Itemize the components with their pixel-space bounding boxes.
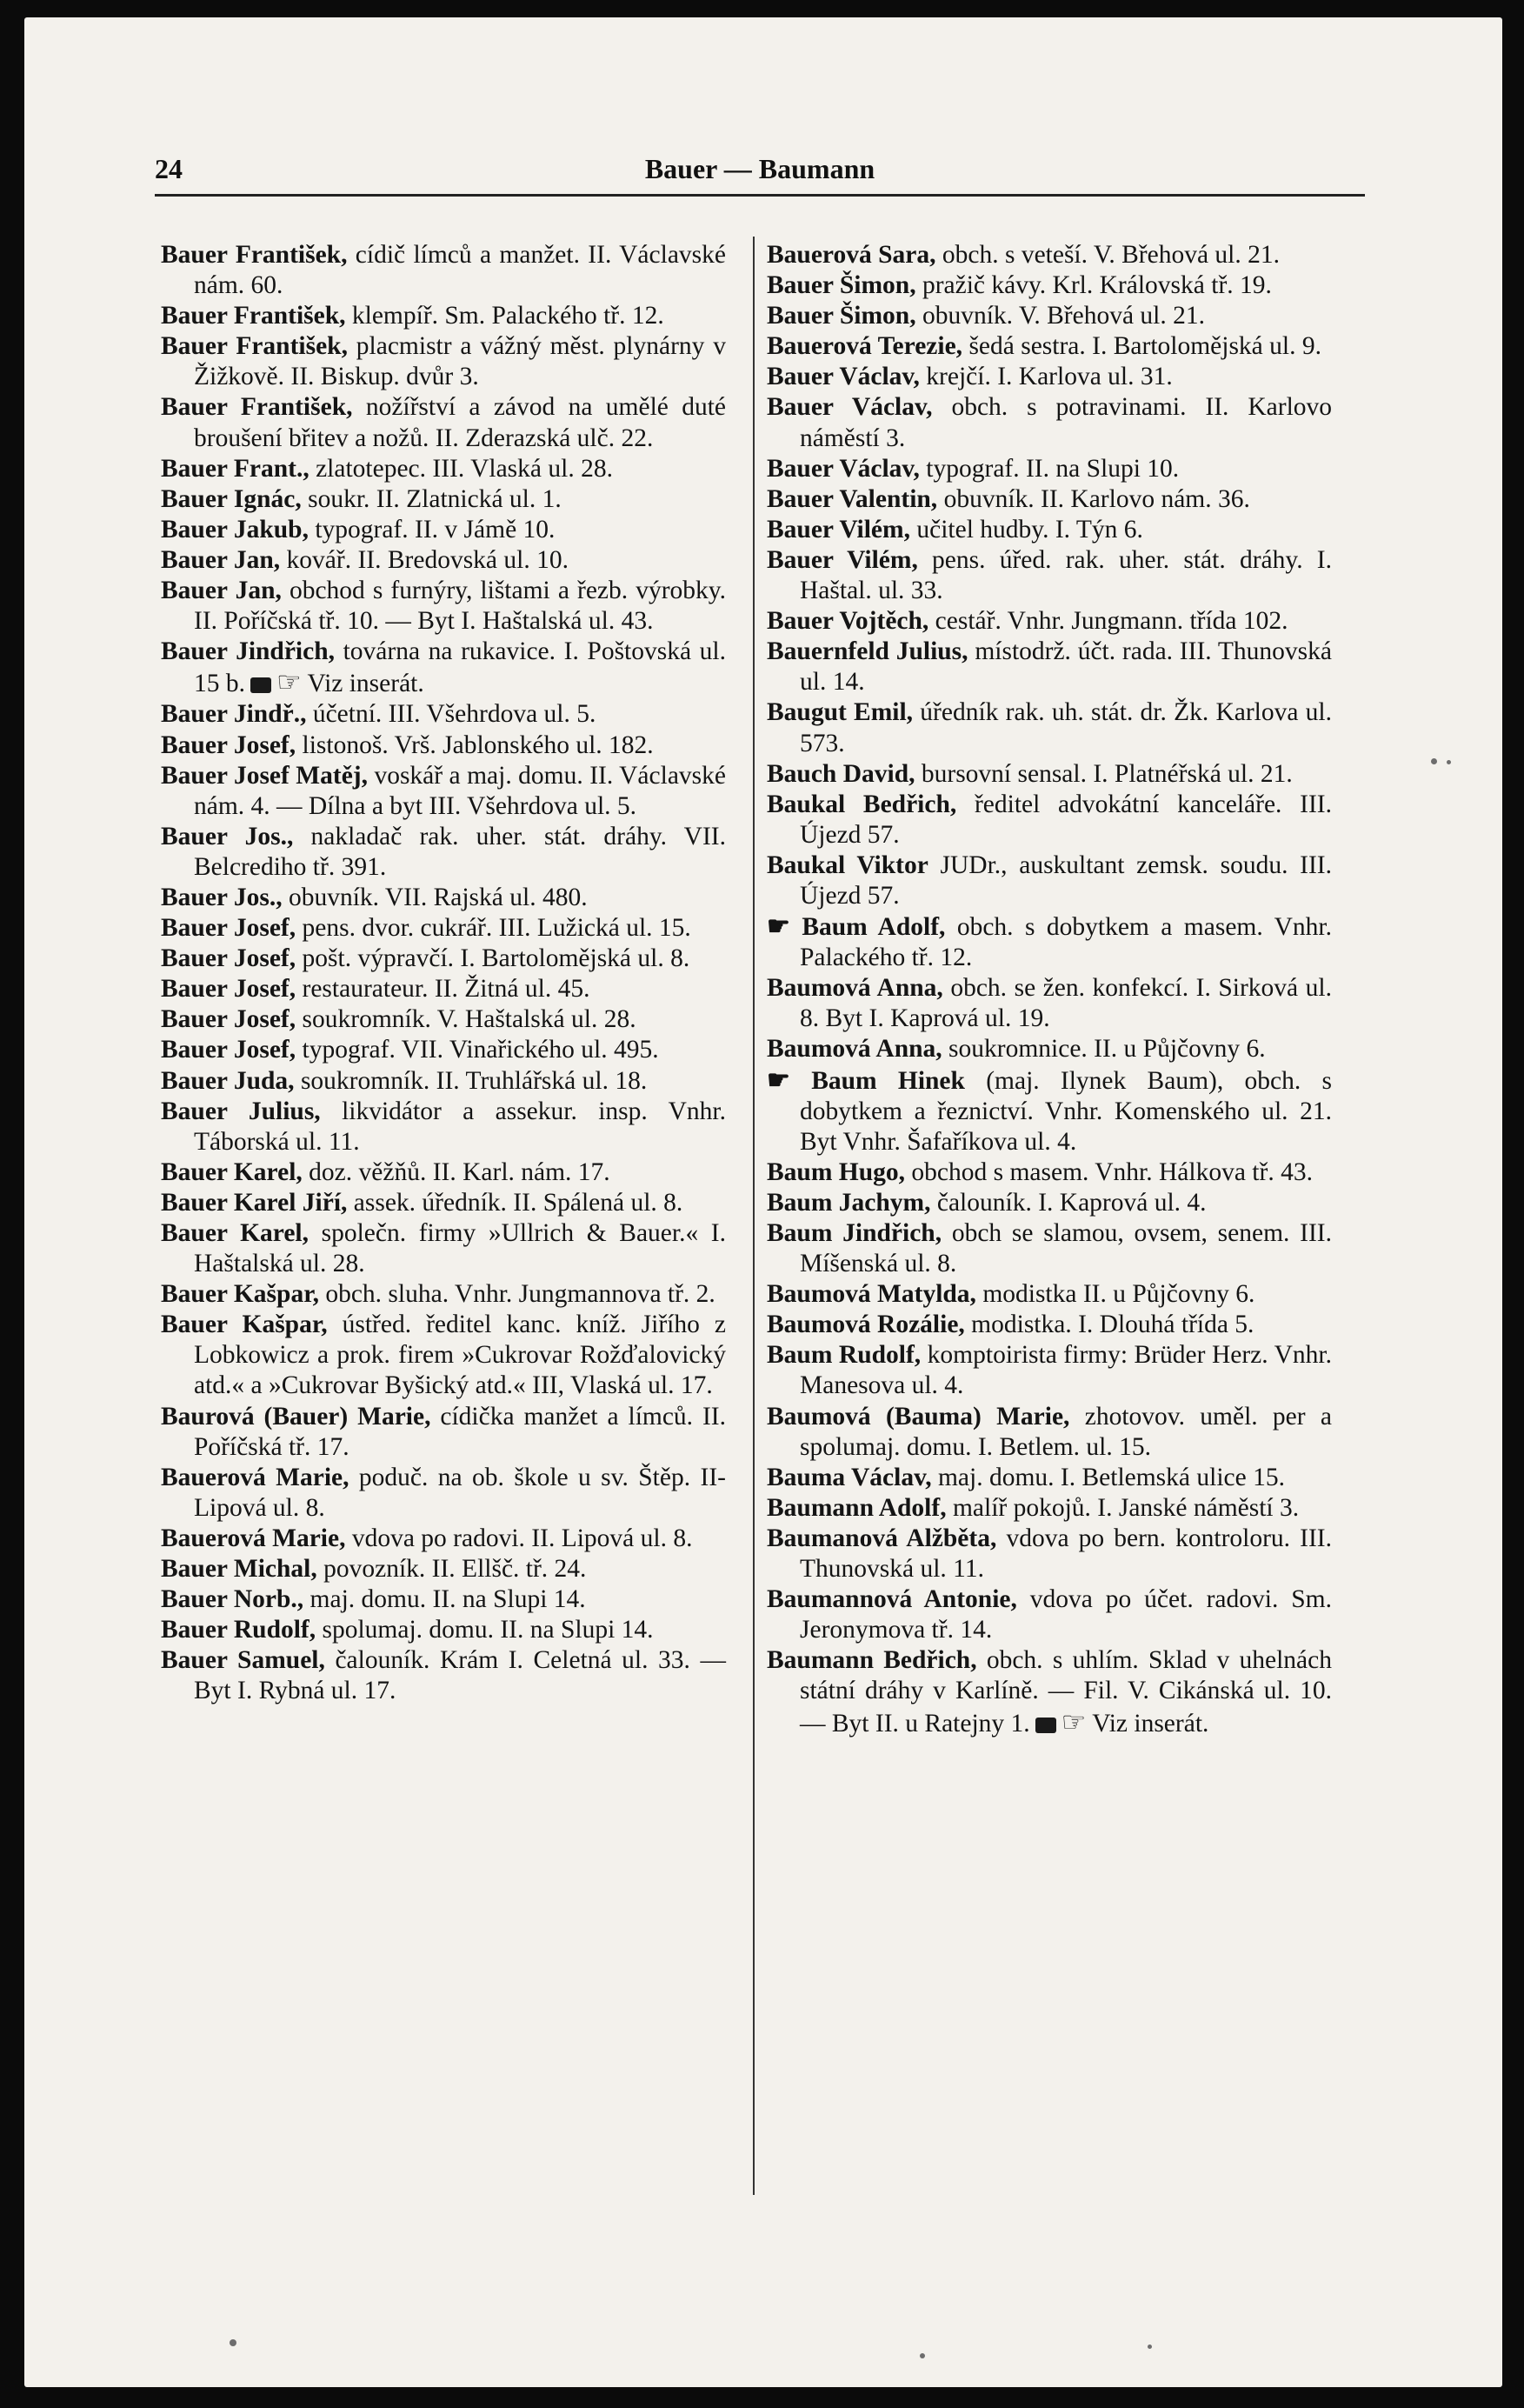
entry-details: místodrž. účt. rada. III. Thunovská ul. 14. xyxy=(800,637,1332,697)
entry-name: Baumanová Alžběta, xyxy=(767,1524,997,1552)
entry-name: Baumová Anna, xyxy=(767,1035,942,1064)
entry-details: učitel hudby. I. Týn 6. xyxy=(909,515,1143,544)
entry-details: vdova po radovi. II. Lipová ul. 8. xyxy=(345,1524,693,1552)
entry-details: ústřed. ředitel kanc. kníž. Jiřího z Lobkowicz a prok. firem »Cukrovar Rožďalovický atd.« a »Cukrovar Byšický atd.« III, Vlaská ul. 17. xyxy=(194,1311,726,1400)
entry-details: typograf. II. na Slupi 10. xyxy=(919,454,1180,483)
directory-entry xyxy=(767,515,1332,545)
print-speck xyxy=(1431,758,1437,764)
directory-entry xyxy=(161,484,726,515)
entry-details: čalouník. I. Kaprová ul. 4. xyxy=(930,1188,1207,1217)
entry-details: šedá sestra. I. Bartolomějská ul. 9. xyxy=(962,332,1321,361)
entry-details: pens. úřed. rak. uher. stát. dráhy. I. Haštal. ul. 33. xyxy=(800,545,1332,605)
entry-name: Bauer Julius, xyxy=(161,1097,321,1125)
entry-details: poduč. na ob. škole u sv. Štěp. II- Lipová ul. 8. xyxy=(194,1463,726,1522)
directory-entry xyxy=(161,1524,726,1554)
entry-name: Baum Jachym, xyxy=(767,1188,931,1217)
entry-details: typograf. II. v Jámě 10. xyxy=(308,515,556,544)
directory-entry xyxy=(767,759,1332,790)
entry-name: Bauer Jos., xyxy=(161,822,294,850)
directory-entry xyxy=(767,331,1332,362)
entry-details: typograf. VII. Vinařického ul. 495. xyxy=(296,1036,659,1064)
entry-details: krejčí. I. Karlova ul. 31. xyxy=(919,363,1173,391)
entry-details: restaurateur. II. Žitná ul. 45. xyxy=(296,975,590,1004)
entry-details: (maj. Ilynek Baum), obch. s dobytkem a řeznictví. Vnhr. Komenského ul. 21. Byt Vnhr. Šafaříkova ul. 4. xyxy=(800,1066,1332,1156)
print-speck xyxy=(1148,2345,1152,2349)
directory-entry xyxy=(161,1035,726,1065)
entry-name: Bauer Jos., xyxy=(161,883,283,911)
advert-reference: Viz inserát. xyxy=(1092,1709,1209,1738)
entry-details: soukromnice. II. u Půjčovny 6. xyxy=(942,1035,1266,1064)
entry-details: doz. věžňů. II. Karl. nám. 17. xyxy=(302,1157,610,1186)
entry-name: Baumová (Bauma) Marie, xyxy=(767,1402,1070,1431)
entry-name: Bauer Vilém, xyxy=(767,545,918,574)
ink-box-icon xyxy=(250,677,271,693)
directory-entry xyxy=(767,454,1332,484)
entry-details: obchod s masem. Vnhr. Hálkova tř. 43. xyxy=(905,1157,1313,1186)
entry-details: úředník rak. uh. stát. dr. Žk. Karlova ul. 573. xyxy=(800,698,1332,757)
entry-name: Bauer Šimon, xyxy=(767,271,916,300)
directory-entry xyxy=(161,1463,726,1524)
right-column xyxy=(767,240,1332,1739)
directory-entry xyxy=(161,913,726,944)
directory-entry xyxy=(767,637,1332,697)
entry-name: Bauer Karel Jiří, xyxy=(161,1188,348,1217)
entry-details: pens. dvor. cukrář. III. Lužická ul. 15. xyxy=(296,914,691,943)
directory-entry xyxy=(161,1615,726,1645)
ink-box-icon xyxy=(1035,1718,1056,1733)
directory-entry xyxy=(161,1584,726,1615)
entry-name: Bauerová Marie, xyxy=(161,1524,346,1552)
entry-name: Bauer Josef, xyxy=(161,944,296,973)
directory-entry xyxy=(767,301,1332,331)
page-number: 24 xyxy=(155,153,183,184)
entry-details: obch. se žen. konfekcí. I. Sirková ul. 8. Byt I. Kaprová ul. 19. xyxy=(800,974,1332,1033)
page-header xyxy=(155,146,1365,190)
directory-entry xyxy=(161,1097,726,1157)
entry-name: Bauer Václav, xyxy=(767,363,920,391)
entry-details: obuvník. II. Karlovo nám. 36. xyxy=(937,484,1250,513)
entry-name: Bauer Samuel, xyxy=(161,1646,325,1675)
entry-details: soukr. II. Zlatnická ul. 1. xyxy=(301,484,562,513)
directory-entry xyxy=(161,944,726,974)
directory-entry xyxy=(767,362,1332,392)
entry-name: Baukal Bedřich, xyxy=(767,790,957,818)
entry-details: obch. s veteší. V. Břehová ul. 21. xyxy=(935,241,1280,269)
entry-name: Baum Jindřich, xyxy=(767,1219,942,1247)
entry-details: bursovní sensal. I. Platnéřská ul. 21. xyxy=(915,759,1293,788)
entry-name: Bauer Rudolf, xyxy=(161,1616,316,1644)
directory-entry xyxy=(161,576,726,637)
directory-entry xyxy=(767,1310,1332,1340)
entry-details: společn. firmy »Ullrich & Bauer.« I. Haštalská ul. 28. xyxy=(194,1219,726,1278)
directory-entry xyxy=(161,1218,726,1279)
directory-entry xyxy=(767,697,1332,758)
running-head: Bauer — Baumann xyxy=(644,153,875,184)
entry-name: Bauer Jindřich, xyxy=(161,637,336,666)
entry-name: Bauma Václav, xyxy=(767,1463,932,1491)
entry-details: maj. domu. I. Betlemská ulice 15. xyxy=(931,1463,1285,1491)
entry-details: soukromník. II. Truhlářská ul. 18. xyxy=(294,1066,648,1095)
entry-details: čalouník. Krám I. Celetná ul. 33. — Byt I. Rybná ul. 17. xyxy=(194,1646,726,1705)
entry-details: obuvník. V. Břehová ul. 21. xyxy=(915,302,1206,330)
entry-name: Bauer Jakub, xyxy=(161,515,309,544)
header-rule xyxy=(155,194,1365,197)
entry-name: Baumann Adolf, xyxy=(767,1493,947,1522)
entry-name: Baum Hinek xyxy=(811,1066,965,1095)
directory-entry xyxy=(161,822,726,883)
entry-details: pošt. výpravčí. I. Bartolomějská ul. 8. xyxy=(296,944,690,973)
entry-details: assek. úředník. II. Spálená ul. 8. xyxy=(347,1188,683,1217)
directory-entry xyxy=(161,454,726,484)
entry-details: maj. domu. II. na Slupi 14. xyxy=(303,1585,586,1614)
directory-entry xyxy=(161,240,726,301)
directory-entry xyxy=(161,761,726,822)
entry-details: nožířství a závod na umělé duté broušení břitev a nožů. II. Zderazská ulč. 22. xyxy=(194,393,726,452)
entry-details: pražič kávy. Krl. Královská tř. 19. xyxy=(915,271,1272,300)
entry-name: Bauer Kašpar, xyxy=(161,1311,328,1339)
directory-entry xyxy=(767,270,1332,301)
directory-entry xyxy=(161,392,726,453)
entry-details: cídička manžet a límců. II. Poříčská tř. 17. xyxy=(194,1402,726,1461)
entry-details: JUDr., auskultant zemsk. soudu. III. Újezd 57. xyxy=(800,850,1332,910)
entry-details: likvidátor a assekur. insp. Vnhr. Táborská ul. 11. xyxy=(194,1097,726,1156)
entry-details: obch se slamou, ovsem, senem. III. Míšenská ul. 8. xyxy=(800,1219,1332,1278)
entry-name: Baumová Rozálie, xyxy=(767,1311,965,1339)
directory-entry xyxy=(161,883,726,913)
entry-name: Bauer Kašpar, xyxy=(161,1280,319,1309)
column-divider xyxy=(753,237,755,2195)
entry-name: Bauer Jindř., xyxy=(161,700,307,729)
entry-name: Baukal Viktor xyxy=(767,850,928,879)
entry-details: povozník. II. Ellšč. tř. 24. xyxy=(316,1555,587,1584)
entry-details: komptoirista firmy: Brüder Herz. Vnhr. Manesova ul. 4. xyxy=(800,1341,1332,1400)
entry-details: voskář a maj. domu. II. Václavské nám. 4. — Dílna a byt III. Všehrdova ul. 5. xyxy=(194,761,726,820)
pointing-hand-icon: ☛ xyxy=(767,912,790,942)
advert-reference: Viz inserát. xyxy=(307,670,424,698)
directory-entry xyxy=(767,1340,1332,1401)
entry-name: Bauer Ignác, xyxy=(161,484,302,513)
entry-details: obchod s furnýry, lištami a řezb. výrobky. II. Poříčská tř. 10. — Byt I. Haštalská ul. 43. xyxy=(194,577,726,636)
directory-entry xyxy=(767,1584,1332,1645)
entry-name: Baumová Anna, xyxy=(767,974,943,1003)
entry-details: továrna na rukavice. I. Poštovská ul. 15 b. xyxy=(194,637,726,698)
entry-name: Baum Adolf, xyxy=(802,913,946,942)
entry-details: cestář. Vnhr. Jungmann. třída 102. xyxy=(928,607,1288,636)
directory-entry xyxy=(767,973,1332,1034)
entry-name: Bauer Václav, xyxy=(767,454,920,483)
entry-name: Bauer Juda, xyxy=(161,1066,295,1095)
entry-name: Baumann Bedřich, xyxy=(767,1646,977,1675)
directory-entry xyxy=(767,1157,1332,1188)
print-speck xyxy=(230,2339,236,2346)
directory-entry xyxy=(767,606,1332,637)
entry-name: Bauer Michal, xyxy=(161,1555,317,1584)
entry-name: Baum Rudolf, xyxy=(767,1341,922,1370)
entry-details: placmistr a vážný měst. plynárny v Žižkově. II. Biskup. dvůr 3. xyxy=(194,332,726,391)
directory-entry xyxy=(767,1463,1332,1493)
entry-name: Baumová Matylda, xyxy=(767,1280,976,1309)
entry-details: cídič límců a manžet. II. Václavské nám. 60. xyxy=(194,241,726,300)
entry-name: Bauer Karel, xyxy=(161,1157,303,1186)
entry-name: Bauerová Terezie, xyxy=(767,332,963,361)
entry-details: listonoš. Vrš. Jablonského ul. 182. xyxy=(296,730,654,759)
entry-name: Baum Hugo, xyxy=(767,1157,906,1186)
pointing-hand-icon: ☛ xyxy=(767,1065,790,1095)
entry-name: Bauerová Marie, xyxy=(161,1463,349,1491)
entry-details: spolumaj. domu. II. na Slupi 14. xyxy=(316,1616,654,1644)
entry-details: soukromník. V. Haštalská ul. 28. xyxy=(296,1005,636,1034)
entry-name: Bauer František, xyxy=(161,332,348,361)
entry-details: obch. s potravinami. II. Karlovo náměstí 3. xyxy=(800,393,1333,452)
entry-details: vdova po bern. kontroloru. III. Thunovská ul. 11. xyxy=(800,1524,1332,1584)
entry-name: Bauch David, xyxy=(767,759,915,788)
left-column xyxy=(161,240,726,1707)
directory-entry xyxy=(161,1402,726,1463)
directory-entry xyxy=(767,1493,1332,1524)
entry-name: Bauer Frant., xyxy=(161,454,309,483)
directory-entry xyxy=(161,974,726,1004)
pointing-finger-icon: ☞ xyxy=(276,666,302,698)
entry-name: Bauer Josef Matěj, xyxy=(161,761,368,790)
directory-entry xyxy=(161,545,726,576)
entry-name: Bauer Jan, xyxy=(161,545,281,574)
directory-entry xyxy=(767,911,1332,973)
directory-entry xyxy=(767,392,1332,453)
directory-entry xyxy=(767,790,1332,850)
entry-name: Bauer Jan, xyxy=(161,577,282,605)
directory-entry xyxy=(767,1524,1332,1584)
directory-entry xyxy=(767,1065,1332,1157)
directory-entry xyxy=(161,730,726,761)
directory-entry xyxy=(161,1279,726,1310)
entry-name: Bauer František, xyxy=(161,241,348,269)
entry-name: Bauer Valentin, xyxy=(767,484,938,513)
print-speck xyxy=(920,2353,925,2358)
directory-entry xyxy=(767,1402,1332,1463)
entry-details: modistka. I. Dlouhá třída 5. xyxy=(964,1311,1254,1339)
directory-entry xyxy=(767,1645,1332,1738)
directory-entry xyxy=(161,1554,726,1584)
print-speck xyxy=(1447,760,1451,764)
directory-entry xyxy=(767,484,1332,515)
directory-entry xyxy=(161,1157,726,1188)
directory-entry xyxy=(161,1188,726,1218)
entry-name: Bauer Josef, xyxy=(161,1036,296,1064)
entry-name: Bauernfeld Julius, xyxy=(767,637,968,666)
entry-details: obch. sluha. Vnhr. Jungmannova tř. 2. xyxy=(318,1280,715,1309)
directory-entry xyxy=(161,1310,726,1401)
entry-details: účetní. III. Všehrdova ul. 5. xyxy=(306,700,596,729)
directory-entry xyxy=(161,1066,726,1097)
entry-details: kovář. II. Bredovská ul. 10. xyxy=(280,545,569,574)
directory-entry xyxy=(767,1034,1332,1064)
entry-name: Baugut Emil, xyxy=(767,698,914,727)
entry-name: Bauer Vojtěch, xyxy=(767,607,929,636)
directory-entry xyxy=(767,545,1332,606)
directory-entry xyxy=(161,1004,726,1035)
directory-entry xyxy=(767,1188,1332,1218)
entry-details: vdova po účet. radovi. Sm. Jeronymova tř. 14. xyxy=(800,1585,1332,1644)
entry-name: Bauer Karel, xyxy=(161,1219,309,1247)
pointing-finger-icon: ☞ xyxy=(1061,1705,1087,1738)
entry-name: Bauer Josef, xyxy=(161,914,296,943)
directory-entry xyxy=(767,240,1332,270)
entry-name: Baumannová Antonie, xyxy=(767,1585,1017,1614)
directory-entry xyxy=(767,850,1332,911)
directory-entry xyxy=(767,1218,1332,1279)
entry-name: Bauer Josef, xyxy=(161,730,296,759)
entry-name: Bauer Josef, xyxy=(161,975,296,1004)
entry-name: Bauer Josef, xyxy=(161,1005,296,1034)
entry-details: obuvník. VII. Rajská ul. 480. xyxy=(282,883,588,911)
directory-entry xyxy=(161,331,726,392)
entry-name: Bauer Vilém, xyxy=(767,515,910,544)
directory-entry xyxy=(161,637,726,699)
entry-name: Bauer Šimon, xyxy=(767,302,916,330)
directory-entry xyxy=(767,1279,1332,1310)
directory-entry xyxy=(161,515,726,545)
entry-name: Baurová (Bauer) Marie, xyxy=(161,1402,431,1431)
directory-entry xyxy=(161,301,726,331)
directory-entry xyxy=(161,1645,726,1706)
directory-entry xyxy=(161,699,726,730)
entry-details: zhotovov. uměl. per a spolumaj. domu. I. Betlem. ul. 15. xyxy=(800,1402,1333,1461)
entry-details: zlatotepec. III. Vlaská ul. 28. xyxy=(309,454,613,483)
entry-details: malíř pokojů. I. Janské náměstí 3. xyxy=(946,1493,1300,1522)
entry-name: Bauer Norb., xyxy=(161,1585,304,1614)
entry-name: Bauer Václav, xyxy=(767,393,933,422)
entry-name: Bauer František, xyxy=(161,302,346,330)
entry-details: klempíř. Sm. Palackého tř. 12. xyxy=(345,302,664,330)
entry-details: nakladač rak. uher. stát. dráhy. VII. Belcrediho tř. 391. xyxy=(194,822,726,881)
entry-name: Bauer František, xyxy=(161,393,353,422)
entry-details: obch. s uhlím. Sklad v uhelnách státní dráhy v Karlíně. — Fil. V. Cikánská ul. 10. — Byt II. u Ratejny 1. xyxy=(800,1646,1332,1738)
entry-details: obch. s dobytkem a masem. Vnhr. Palackého tř. 12. xyxy=(800,913,1333,972)
entry-details: modistka II. u Půjčovny 6. xyxy=(975,1280,1255,1309)
entry-name: Bauerová Sara, xyxy=(767,241,936,269)
entry-details: ředitel advokátní kanceláře. III. Újezd 57. xyxy=(800,790,1332,849)
